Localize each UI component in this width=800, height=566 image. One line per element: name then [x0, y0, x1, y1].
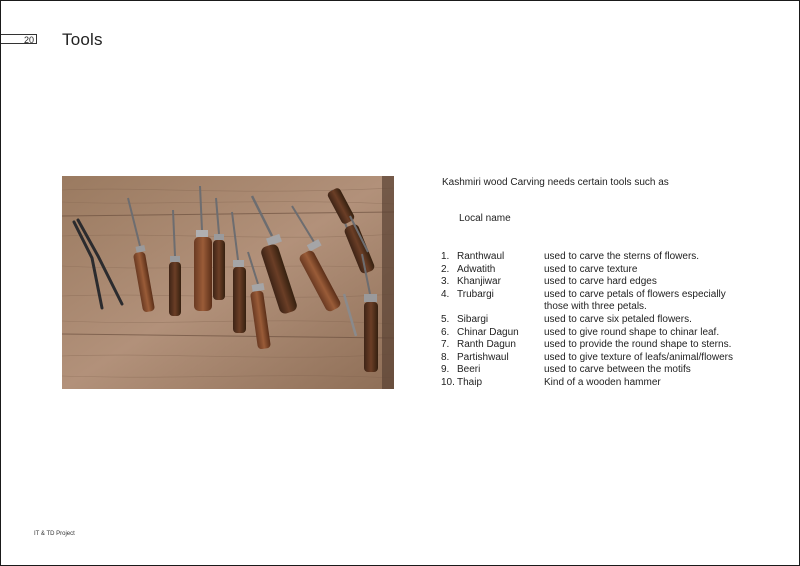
page-number: 20 — [1, 34, 37, 44]
tool-name: Trubargi — [457, 288, 494, 300]
item-number: 1. — [441, 251, 450, 262]
tool-name: Thaip — [457, 376, 483, 388]
list-item — [441, 289, 744, 314]
list-item — [441, 352, 744, 365]
tool-use: used to carve six petaled flowers. — [544, 313, 692, 325]
item-number: 5. — [441, 313, 450, 325]
tool-use: used to carve texture — [544, 263, 638, 275]
local-name-heading: Local name — [459, 213, 511, 224]
tool-name: Khanjiwar — [457, 276, 501, 288]
tool-use: used to carve the sterns of flowers. — [544, 251, 700, 262]
list-item — [441, 314, 744, 327]
tool-name: Ranthwaul — [457, 251, 505, 262]
list-item — [441, 377, 744, 390]
intro-text: Kashmiri wood Carving needs certain tools such as — [442, 177, 669, 188]
tool-name: Sibargi — [457, 313, 489, 325]
list-item — [441, 327, 744, 340]
tool-list — [441, 251, 744, 390]
tool-name: Beeri — [457, 364, 481, 376]
item-number: 4. — [441, 288, 450, 300]
footer-project-label: IT & TD Project — [34, 531, 75, 537]
tool-name: Adwatith — [457, 263, 496, 275]
item-number: 9. — [441, 364, 450, 376]
item-number: 3. — [441, 276, 450, 288]
item-number: 8. — [441, 351, 450, 363]
list-item — [441, 364, 744, 377]
tool-use: used to carve hard edges — [544, 276, 657, 288]
item-number: 6. — [441, 326, 450, 338]
tool-use: used to carve between the motifs — [544, 364, 691, 376]
tool-name: Chinar Dagun — [457, 326, 519, 338]
tool-use: used to give texture of leafs/animal/flowers — [544, 351, 733, 363]
item-number: 2. — [441, 263, 450, 275]
tool-use: used to carve petals of flowers especially those with three petals. — [544, 288, 726, 313]
list-item — [441, 276, 744, 289]
page-title: Tools — [62, 30, 103, 49]
item-number: 10. — [441, 376, 455, 388]
list-item — [441, 339, 744, 352]
item-number: 7. — [441, 339, 450, 351]
tool-name: Partishwaul — [457, 351, 509, 363]
tool-use: used to provide the round shape to sterns. — [544, 339, 732, 351]
list-item — [441, 251, 744, 264]
tool-use: used to give round shape to chinar leaf. — [544, 326, 720, 338]
tools-photo — [62, 176, 394, 389]
tool-use: Kind of a wooden hammer — [544, 376, 661, 388]
list-item — [441, 264, 744, 277]
tool-name: Ranth Dagun — [457, 339, 516, 351]
